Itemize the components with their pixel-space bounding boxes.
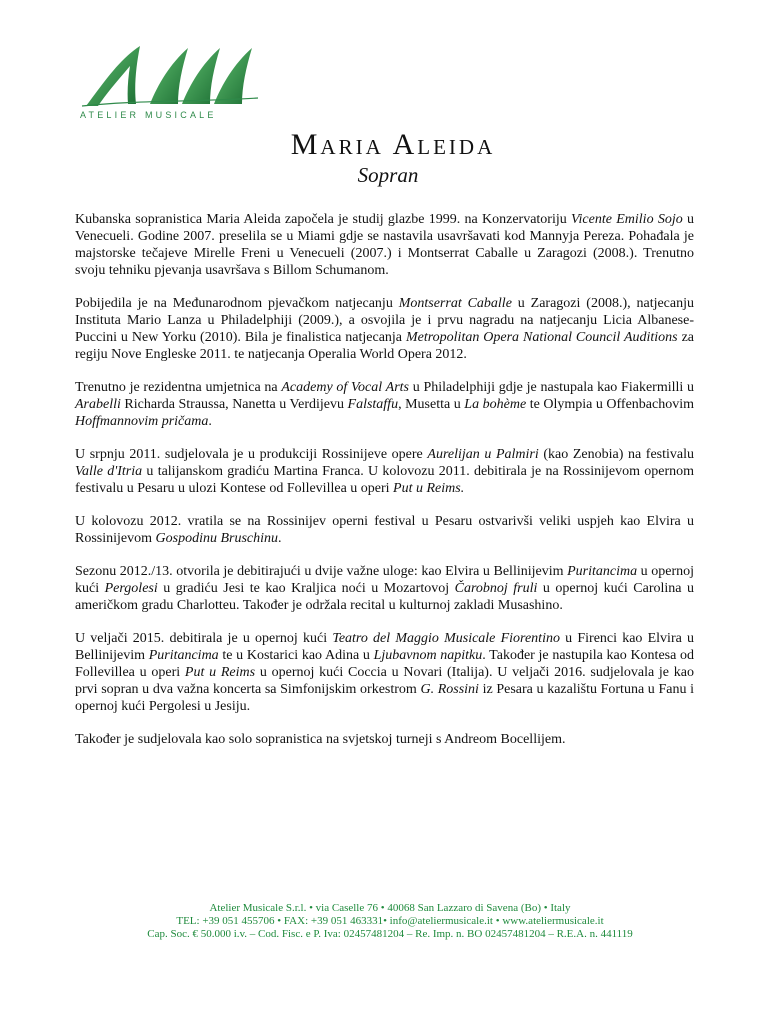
italic-title: Teatro del Maggio Musicale Fiorentino bbox=[332, 631, 560, 646]
text-segment: te Olympia u Offenbachovim bbox=[526, 397, 695, 412]
bio-paragraph bbox=[75, 630, 694, 715]
italic-title: Aurelijan u Palmiri bbox=[427, 447, 539, 462]
italic-title: Academy of Vocal Arts bbox=[281, 380, 409, 395]
italic-title: Ljubavnom napitku bbox=[373, 648, 483, 663]
company-footer bbox=[0, 902, 768, 941]
text-segment: U srpnju 2011. sudjelovala je u produkciji Rossinijeve opere bbox=[75, 447, 428, 462]
italic-title: Puritancima bbox=[148, 648, 219, 663]
text-segment: za regiju Nove Engleske 2011. te natjecanja Operalia World Opera 2012. bbox=[75, 330, 695, 362]
text-segment: (kao Zenobia) na festivalu bbox=[538, 447, 695, 462]
bio-paragraph bbox=[75, 211, 694, 279]
footer-address: Atelier Musicale S.r.l. • via Caselle 76 • 40068 San Lazzaro di Savena (Bo) • Italy bbox=[209, 902, 571, 914]
bio-paragraph bbox=[75, 731, 694, 748]
italic-title: Put u Reims bbox=[184, 665, 256, 680]
text-segment: u talijanskom gradiću Martina Franca. U kolovozu 2011. debitirala je na Rossinijevom opernom festivalu u Pesaru u ulozi Kontese od Follevillea u operi bbox=[75, 464, 694, 496]
italic-title: Metropolitan Opera National Council Auditions bbox=[405, 330, 678, 345]
logo-caption: ATELIER MUSICALE bbox=[80, 110, 217, 120]
text-segment: . bbox=[208, 414, 212, 429]
performer-name: Maria Aleida bbox=[290, 128, 496, 161]
text-segment: U veljači 2015. debitirala je u opernoj kući bbox=[75, 631, 333, 646]
text-segment: Trenutno je rezidentna umjetnica na bbox=[75, 380, 282, 395]
text-segment: u opernoj kući bbox=[75, 564, 695, 596]
bio-paragraph bbox=[75, 513, 694, 547]
text-segment: U kolovozu 2012. vratila se na Rossinijev operni festival u Pesaru ostvarivši veliki uspjeh kao Elvira u Rossinijevom bbox=[75, 514, 694, 546]
atelier-musicale-logo bbox=[78, 40, 268, 126]
text-segment: Također je sudjelovala kao solo sopranistica na svjetskoj turneji s Andreom Bocellijem. bbox=[75, 732, 566, 747]
text-segment: u opernoj kući Coccia u Novari (Italija). U veljači 2016. sudjelovala je kao prvi sopran u dva važna koncerta sa Simfonijskim orkestrom bbox=[75, 665, 694, 697]
bio-paragraph bbox=[75, 563, 694, 614]
bio-paragraph bbox=[75, 446, 694, 497]
biography bbox=[75, 211, 694, 764]
italic-title: Pergolesi bbox=[104, 581, 158, 596]
text-segment: iz Pesara u kazalištu Fortuna u Fanu i opernoj kući Pergolesi u Jesiju. bbox=[75, 682, 695, 714]
text-segment: te u Kostarici kao Adina u bbox=[218, 648, 374, 663]
text-segment: u Firenci kao Elvira u Bellinijevim bbox=[75, 631, 695, 663]
footer-contact: TEL: +39 051 455706 • FAX: +39 051 463331• info@ateliermusicale.it • www.ateliermusicale.it bbox=[176, 915, 604, 927]
italic-title: Puritancima bbox=[567, 564, 638, 579]
italic-title: Valle d'Itria bbox=[75, 464, 143, 479]
text-segment: Richarda Straussa, Nanetta u Verdijevu bbox=[120, 397, 348, 412]
italic-title: Vicente Emilio Sojo bbox=[571, 212, 683, 227]
text-segment: Sezonu 2012./13. otvorila je debitirajući u dvije važne uloge: kao Elvira u Bellinijevim bbox=[75, 564, 568, 579]
text-segment: u Venecueli. Godine 2007. preselila se u Miami gdje se nastavila usavršavati kod Mannyja Pereza. Pohađala je majstorske tečajeve Mirelle Freni u Venecueli (2007.) i Montserrat Caballe u Zaragozi (2008.). Trenutno svoju tehniku pjevanja usavršava s Billom Schumanom. bbox=[75, 212, 695, 278]
voice-type: Sopran bbox=[357, 163, 419, 187]
text-segment: u gradiću Jesi te kao Kraljica noći u Mozartovoj bbox=[157, 581, 455, 596]
italic-title: Hoffmannovim pričama bbox=[75, 414, 209, 429]
text-segment: u Zaragozi (2008.), natjecanju Instituta Mario Lanza u Philadelphiji (2009.), a osvojila je i prvu nagradu na natjecanju Licia Albanese-Puccini u New Yorku (2010). Bila je finalistica natjecanja bbox=[75, 296, 695, 345]
text-segment: Pobijedila je na Međunarodnom pjevačkom natjecanju bbox=[75, 296, 399, 311]
italic-title: Put u Reims. bbox=[393, 481, 465, 496]
am-monogram-icon bbox=[78, 40, 268, 112]
italic-title: Arabelli bbox=[75, 397, 121, 412]
text-segment: u Philadelphiji gdje je nastupala kao Fiakermilli u bbox=[409, 380, 695, 395]
italic-title: Falstaffu bbox=[347, 397, 399, 412]
italic-title: Gospodinu Bruschinu bbox=[155, 531, 279, 546]
footer-registration: Cap. Soc. € 50.000 i.v. – Cod. Fisc. e P. Iva: 02457481204 – Re. Imp. n. BO 02457481204 – R.E.A. n. 441119 bbox=[147, 928, 633, 940]
text-segment: u opernoj kući Carolina u američkom gradu Charlotteu. Također je održala recital u kulturnoj zakladi Musashino. bbox=[75, 581, 694, 613]
italic-title: Montserrat Caballe bbox=[398, 296, 512, 311]
italic-title: La bohème bbox=[464, 397, 527, 412]
text-segment: . Također je nastupila kao Kontesa od Follevillea u operi bbox=[75, 648, 695, 680]
italic-title: G. Rossini bbox=[420, 682, 479, 697]
bio-paragraph bbox=[75, 295, 694, 363]
text-segment: . bbox=[278, 531, 282, 546]
text-segment: Kubanska sopranistica Maria Aleida započela je studij glazbe 1999. na Konzervatoriju bbox=[75, 212, 572, 227]
bio-paragraph bbox=[75, 379, 694, 430]
italic-title: Čarobnoj fruli bbox=[454, 581, 538, 596]
text-segment: , Musetta u bbox=[398, 397, 465, 412]
